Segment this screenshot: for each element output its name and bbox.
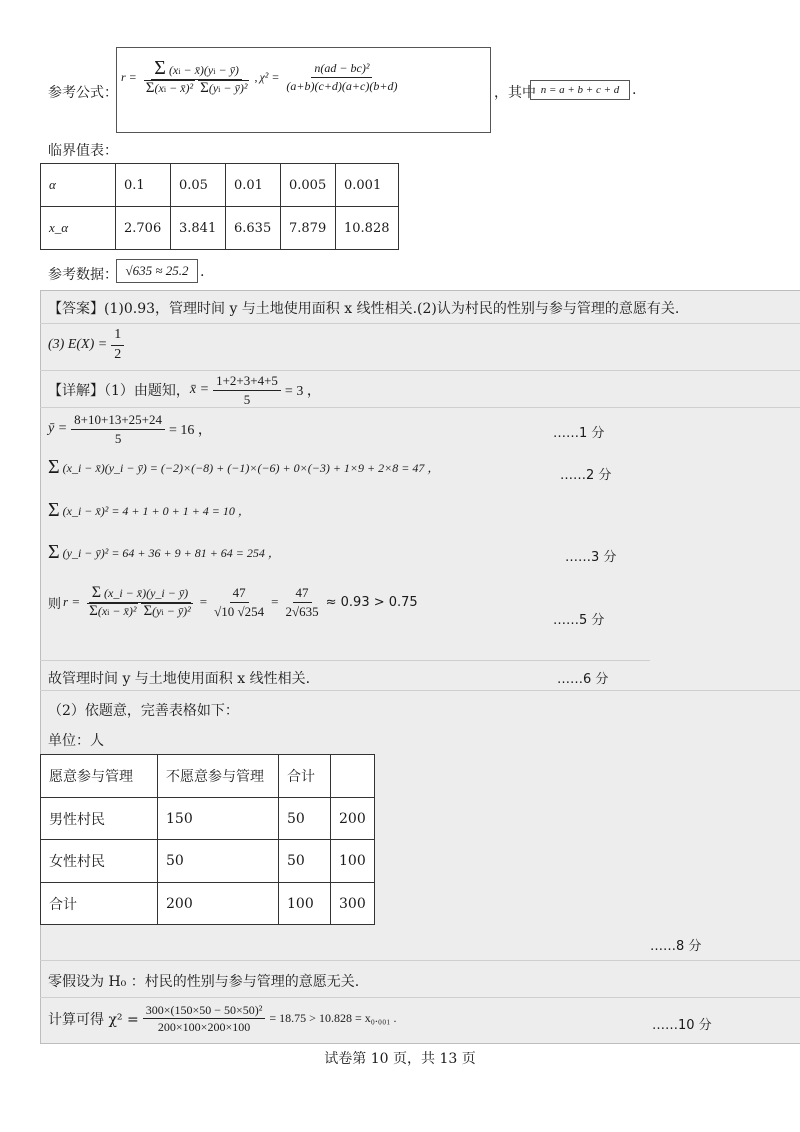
table-cell: 2.706	[116, 207, 171, 250]
table-cell: 200	[331, 798, 375, 840]
r-fraction	[141, 58, 253, 96]
expectation-denominator: 2	[114, 346, 122, 362]
table-cell: 0.01	[226, 164, 281, 207]
chi-numerator: n(ad − bc)²	[311, 61, 372, 77]
table-cell: 合计	[279, 755, 331, 798]
ref-data-label: 参考数据：	[48, 267, 118, 283]
null-hypothesis: 零假设为 H₀ ：村民的性别与参与管理的意愿无关.	[48, 974, 360, 990]
table-row	[41, 798, 375, 840]
sum-xy-line	[48, 457, 439, 477]
score-10: ……10 分	[652, 1018, 712, 1033]
table-cell: 150	[158, 798, 279, 840]
ybar-denominator: 5	[114, 430, 122, 446]
table-cell: 100	[331, 840, 375, 883]
table-cell	[331, 755, 375, 798]
chi-calc-line	[48, 1003, 396, 1035]
score-8: ……8 分	[650, 939, 702, 954]
chi-denominator: (a+b)(c+d)(a+c)(b+d)	[286, 78, 398, 93]
ybar-fraction	[71, 412, 165, 446]
r-eq2-fraction	[282, 585, 321, 619]
table-cell: 50	[158, 840, 279, 883]
chi-calc-denominator: 200×100×200×100	[157, 1020, 251, 1035]
r-numerator: Σ (xi − x̄)(yi − ȳ)	[151, 58, 242, 80]
table-cell: 男性村民	[41, 798, 158, 840]
expectation-lhs: (3) E(X) =	[48, 337, 108, 353]
r-eq1-fraction	[211, 585, 267, 619]
chi-calc-fraction	[143, 1003, 266, 1035]
table-cell: 50	[279, 840, 331, 883]
ybar-rhs: = 16 ，	[169, 423, 212, 439]
r-calc-denominator: Σ(xi − x̄)² Σ(yi − ȳ)²	[89, 603, 191, 620]
page-footer: 试卷第 10 页，共 13 页	[324, 1051, 476, 1067]
answer-line-2	[48, 327, 124, 364]
detail-intro: 【详解】（1）由题知，	[48, 383, 190, 400]
xbar-numerator: 1+2+3+4+5	[213, 373, 281, 391]
table-cell: 女性村民	[41, 840, 158, 883]
xbar-rhs: = 3 ，	[284, 384, 321, 400]
ze-label: 则	[48, 596, 62, 612]
r-result: ≈ 0.93 > 0.75	[325, 594, 418, 610]
conclusion-1: 故管理时间 y 与土地使用面积 x 线性相关.	[48, 671, 311, 687]
sigma-icon: Σ	[48, 499, 60, 521]
r-formula: r = $\frac{\Sigma (xi - x̄)(yi - ȳ)}{\text{Σ(xi − x̄)² Σ(yi − ȳ)²}}$ , χ² = $\frac{\text{n(ad − bc)²}}{(a+b)(c+d)(a+c)(b+d)}$	[121, 58, 400, 96]
table-cell: x_α	[41, 207, 116, 250]
table-cell: 200	[158, 883, 279, 925]
score-2: ……2 分	[560, 468, 612, 483]
critical-row-x	[41, 207, 399, 250]
n-definition: n = a + b + c + d	[530, 80, 630, 100]
r-calc-line: 则 r = $\frac{\Sigma (x\_i - x̄)(y\_i - ȳ)}{\text{Σ(xi − x̄)² Σ(yi − ȳ)²}}$ = $\frac{47}{√10 √254}$ = $\frac{47}{2√635}$ ≈ 0.93 > 0.75	[48, 584, 418, 620]
contingency-table	[40, 754, 375, 925]
table-cell: 6.635	[226, 207, 281, 250]
r-lhs: r =	[121, 69, 137, 84]
score-6: ……6 分	[557, 672, 609, 687]
xbar-fraction	[213, 373, 281, 407]
detail-ybar-line	[48, 412, 212, 446]
table-cell: 300	[331, 883, 375, 925]
critical-row-alpha	[41, 164, 399, 207]
ref-data-period: .	[200, 264, 205, 280]
formula-label: 参考公式：	[48, 85, 118, 101]
r-calc-numerator: Σ (x_i − x̄)(y_i − ȳ)	[89, 585, 191, 603]
table-cell: 不愿意参与管理	[158, 755, 279, 798]
sum-xx-line	[48, 500, 250, 520]
xbar-denominator: 5	[243, 391, 251, 407]
xbar-lhs: x̄ =	[189, 382, 210, 398]
chi-fraction	[283, 61, 400, 93]
table-cell: 10.828	[336, 207, 399, 250]
r-denominator: Σ(xi − x̄)² Σ(yi − ȳ)²	[145, 80, 248, 96]
table-cell: α	[41, 164, 116, 207]
r-calc-fraction	[84, 585, 196, 619]
critical-label: 临界值表：	[48, 143, 118, 159]
table-row	[41, 840, 375, 883]
table-cell: 7.879	[281, 207, 336, 250]
detail-xbar-line	[48, 373, 321, 407]
table-row	[41, 883, 375, 925]
table-cell: 合计	[41, 883, 158, 925]
sum-xy-text: (x_i − x̄)(y_i − ȳ) = (−2)×(−8) + (−1)×(−6) + 0×(−3) + 1×9 + 2×8 = 47 ，	[62, 460, 440, 475]
table-cell: 0.05	[171, 164, 226, 207]
table-row	[41, 755, 375, 798]
formula-period: .	[632, 82, 637, 98]
ref-data-value: √635 ≈ 25.2	[116, 259, 198, 283]
chi-calc-prefix: 计算可得 χ² =	[48, 1011, 139, 1028]
answer-line-1: 【答案】(1)0.93，管理时间 y 与土地使用面积 x 线性相关.(2)认为村民的性别与参与管理的意愿有关.	[48, 301, 680, 317]
sum-yy-text: (y_i − ȳ)² = 64 + 36 + 9 + 81 + 64 = 254 ，	[62, 545, 280, 560]
ybar-lhs: ȳ =	[48, 421, 68, 437]
chi-calc-rhs: = 18.75 > 10.828 = x₀.₀₀₁ .	[269, 1011, 397, 1026]
table-cell: 0.005	[281, 164, 336, 207]
r-eq1-denominator: √10 √254	[214, 603, 265, 619]
sigma-icon: Σ	[48, 541, 60, 563]
score-1: ……1 分	[553, 426, 605, 441]
r-eq1-numerator: 47	[230, 585, 249, 603]
sum-yy-line	[48, 542, 280, 562]
r-eq2-numerator: 47	[293, 585, 312, 603]
table-cell: 愿意参与管理	[41, 755, 158, 798]
score-5: ……5 分	[553, 613, 605, 628]
table-cell: 50	[279, 798, 331, 840]
chi-calc-numerator: 300×(150×50 − 50×50)²	[143, 1003, 266, 1019]
formula-box	[116, 47, 491, 133]
table-cell: 0.1	[116, 164, 171, 207]
sum-xx-text: (x_i − x̄)² = 4 + 1 + 0 + 1 + 4 = 10 ，	[62, 503, 250, 518]
sigma-icon: Σ	[48, 456, 60, 478]
table-cell: 3.841	[171, 207, 226, 250]
chi-lhs: χ² =	[259, 69, 280, 84]
expectation-numerator: 1	[111, 327, 124, 346]
r-eq2-denominator: 2√635	[285, 603, 319, 619]
table-cell: 100	[279, 883, 331, 925]
critical-table	[40, 163, 399, 250]
where-label: ，其中	[494, 85, 536, 101]
table-cell: 0.001	[336, 164, 399, 207]
expectation-fraction	[111, 327, 124, 364]
ybar-numerator: 8+10+13+25+24	[71, 412, 165, 430]
score-3: ……3 分	[565, 550, 617, 565]
part-2-intro: （2）依题意，完善表格如下：	[48, 703, 239, 719]
unit-label: 单位：人	[48, 733, 104, 749]
